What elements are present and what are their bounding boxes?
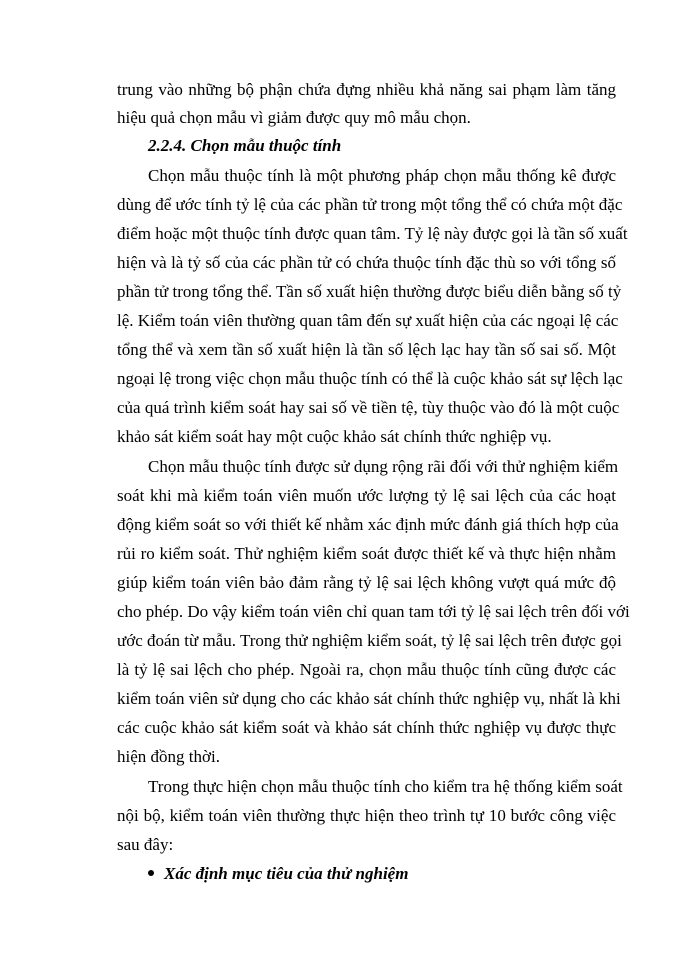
text-line: lệ. Kiểm toán viên thường quan tâm đến sự xuất hiện của các ngoại lệ các	[117, 311, 619, 330]
text-line: Chọn mẫu thuộc tính được sử dụng rộng rãi đối với thử nghiệm kiểm	[148, 457, 619, 476]
text-line: hiện và là tỷ số của các phần tử có chứa thuộc tính đặc thù so với tổng số	[117, 253, 616, 272]
text-line: dùng để ước tính tỷ lệ của các phần tử trong một tổng thể có chứa một đặc	[117, 195, 623, 214]
text-line: sau đây:	[117, 835, 174, 854]
text-line: hiện đồng thời.	[117, 747, 220, 766]
text-line: động kiểm soát so với thiết kế nhằm xác định mức đánh giá thích hợp của	[117, 515, 619, 534]
section-heading: 2.2.4. Chọn mẫu thuộc tính	[148, 136, 342, 155]
text-line: các cuộc khảo sát kiểm soát và khảo sát chính thức nghiệp vụ được thực	[117, 718, 616, 737]
text-line: của quá trình kiểm soát hay sai số về tiền tệ, tùy thuộc vào đó là một cuộc	[117, 398, 620, 417]
text-line: kiểm toán viên sử dụng cho các khảo sát chính thức nghiệp vụ, nhất là khi	[117, 689, 621, 708]
text-line: Chọn mẫu thuộc tính là một phương pháp chọn mẫu thống kê được	[148, 166, 616, 185]
text-line: soát khi mà kiểm toán viên muốn ước lượng tỷ lệ sai lệch của các hoạt	[117, 486, 616, 505]
text-line: điểm hoặc một thuộc tính được quan tâm. Tỷ lệ này được gọi là tần số xuất	[117, 224, 628, 243]
bullet-item	[148, 862, 408, 886]
text-line: rủi ro kiểm soát. Thử nghiệm kiểm soát được thiết kế và thực hiện nhằm	[117, 544, 616, 563]
text-line: giúp kiểm toán viên bảo đảm rằng tỷ lệ sai lệch không vượt quá mức độ	[117, 573, 616, 592]
bullet-icon	[148, 870, 154, 876]
text-line: phần tử trong tổng thể. Tần số xuất hiện thường được biểu diễn bằng số tỷ	[117, 282, 622, 301]
text-line: trung vào những bộ phận chứa đựng nhiều khả năng sai phạm làm tăng	[117, 80, 616, 99]
text-line: hiệu quả chọn mẫu vì giảm được quy mô mẫu chọn.	[117, 108, 471, 127]
text-line: cho phép. Do vậy kiểm toán viên chỉ quan tam tới tỷ lệ sai lệch trên đối với	[117, 602, 630, 621]
text-line: nội bộ, kiểm toán viên thường thực hiện theo trình tự 10 bước công việc	[117, 806, 616, 825]
bullet-text: Xác định mục tiêu của thử nghiệm	[164, 864, 409, 883]
text-line: là tỷ lệ sai lệch cho phép. Ngoài ra, chọn mẫu thuộc tính cũng được các	[117, 660, 616, 679]
text-line: khảo sát kiểm soát hay một cuộc khảo sát chính thức nghiệp vụ.	[117, 427, 552, 446]
text-line: ngoại lệ trong việc chọn mẫu thuộc tính có thể là cuộc khảo sát sự lệch lạc	[117, 369, 623, 388]
text-line: Trong thực hiện chọn mẫu thuộc tính cho kiểm tra hệ thống kiểm soát	[148, 777, 623, 796]
text-line: tổng thể và xem tần số xuất hiện là tần số lệch lạc hay tần số sai số. Một	[117, 340, 616, 359]
text-line: ước đoán từ mẫu. Trong thử nghiệm kiểm soát, tỷ lệ sai lệch trên được gọi	[117, 631, 622, 650]
